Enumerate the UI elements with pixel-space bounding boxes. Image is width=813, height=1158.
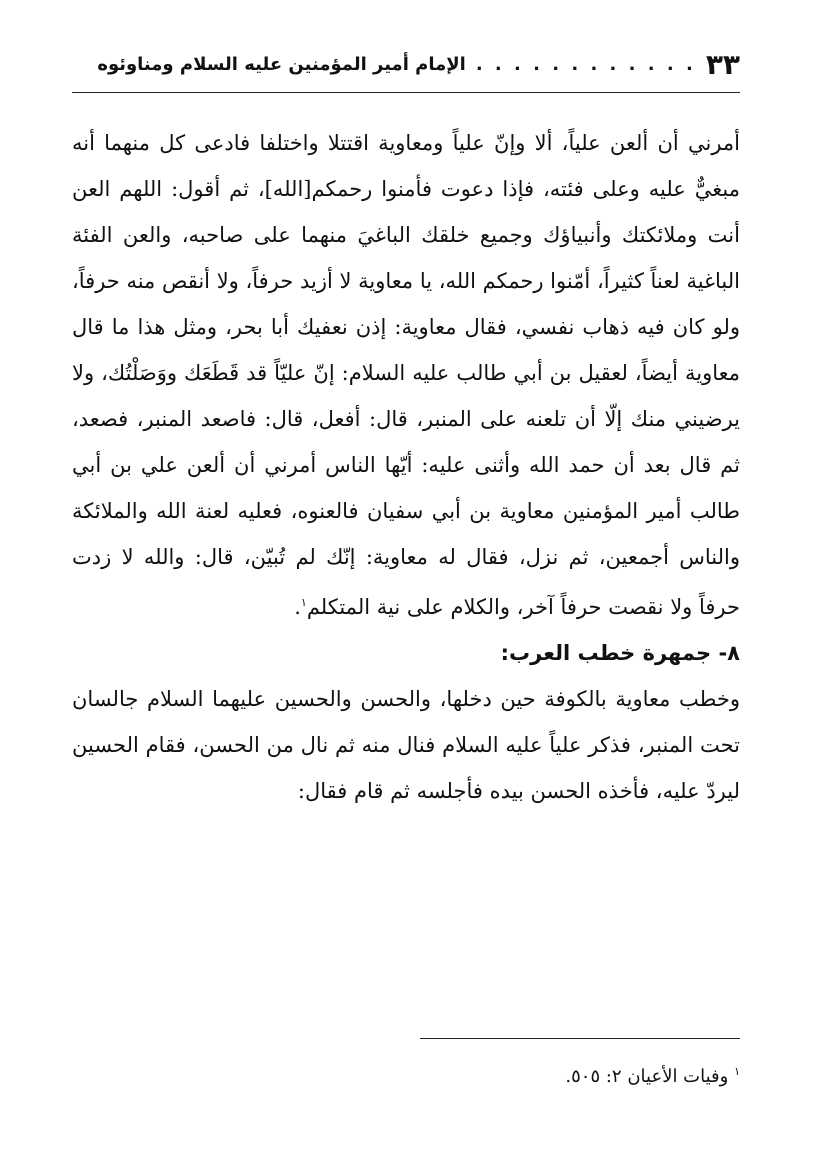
paragraph-text: وخطب معاوية بالكوفة حين دخلها، والحسن والحسين عليهما السلام جالسان تحت المنبر، فذكر علياً عليه السلام فنال منه ثم نال من الحسن، فقام الحسين ليردّ عليه، فأخذه الحسن بيده فأجلسه ثم قام فقال: <box>72 687 740 803</box>
footnote-text: وفيات الأعيان ٢: ٥٠٥. <box>565 1066 729 1087</box>
footnote-divider <box>420 1038 740 1039</box>
paragraph-text: أمرني أن ألعن علياً، ألا وإنّ علياً ومعاوية اقتتلا واختلفا فادعى كل منهما أنه مبغيٌّ عليه وعلى فئته، فإذا دعوت فأمنوا رحمكم[الله]، ثم أقول: اللهم العن أنت وملائكتك وأنبياؤك وجميع خلقك الباغيَ منهما على صاحبه، والعن الفئة الباغية لعناً كثيراً، أمّنوا رحمكم الله، يا معاوية لا أزيد حرفاً، ولا أنقص منه حرفاً، ولو كان فيه ذهاب نفسي، فقال معاوية: إذن نعفيك أبا بحر، ومثل هذا ما قال معاوية أيضاً، لعقيل بن أبي طالب عليه السلام: إنّ عليّاً قد قَطَعَك ووَصَلْتُك، ولا يرضيني منك إلّا أن تلعنه على المنبر، قال: أفعل، قال: فاصعد المنبر، فصعد، ثم قال بعد أن حمد الله وأثنى عليه: أيّها الناس أمرني أن ألعن علي بن أبي طالب أمير المؤمنين معاوية بن أبي سفيان فالعنوه، فعليه لعنة الله والملائكة والناس أجمعين، ثم نزل، فقال له معاوية: إنّك لم تُبيّن، قال: والله لا زدت حرفاً ولا نقصت حرفاً آخر، والكلام على نية المتكلم <box>72 131 740 619</box>
footnote-reference: ١ <box>300 596 307 609</box>
paragraph-end: . <box>294 595 301 619</box>
footnote-mark: ١ <box>734 1065 740 1078</box>
header-divider <box>72 92 740 93</box>
paragraph <box>72 120 740 630</box>
running-header-title: الإمام أمير المؤمنين عليه السلام ومناوئوه <box>97 53 466 75</box>
section-heading: ٨- جمهرة خطب العرب: <box>500 641 740 665</box>
main-text <box>72 120 740 814</box>
paragraph <box>72 676 740 814</box>
header-leader-dots: . . . . . . . . . . . . <box>475 53 696 75</box>
running-header <box>72 44 740 84</box>
footnote <box>72 1058 740 1091</box>
page-number: ٣٣ <box>705 47 740 81</box>
